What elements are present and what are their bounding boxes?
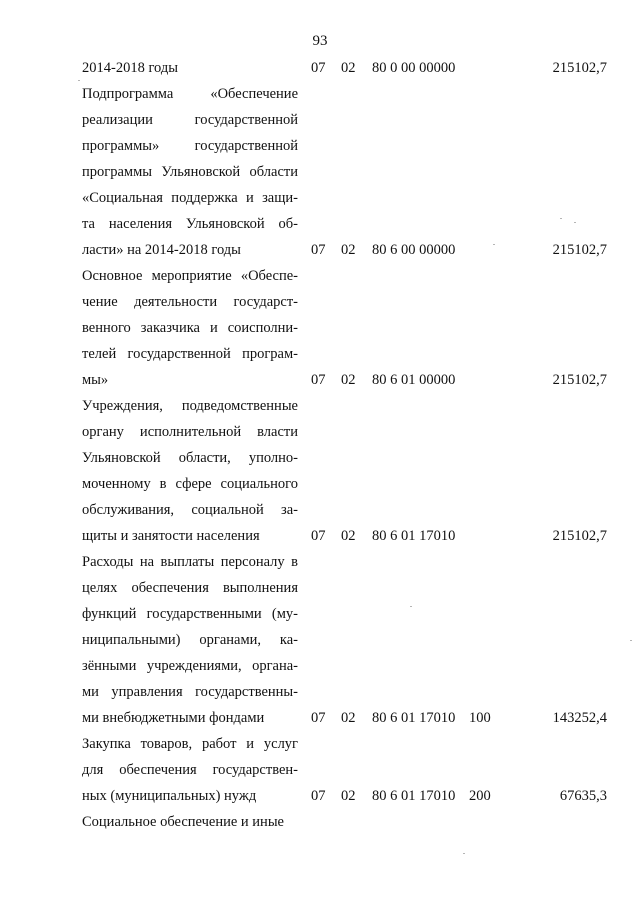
target-article-code: 80 6 01 17010 — [372, 788, 456, 804]
target-article-code: 80 0 00 00000 — [372, 60, 456, 76]
target-article-code: 80 6 01 00000 — [372, 372, 456, 388]
amount: 67635,3 — [559, 788, 607, 804]
description-line: программы Ульяновской области — [82, 164, 298, 180]
amount: 215102,7 — [552, 242, 607, 258]
description-line: Расходы на выплаты персоналу в — [82, 554, 298, 570]
description-line: ми управления государственны- — [82, 684, 298, 700]
table-row — [0, 393, 640, 549]
amount: 215102,7 — [552, 60, 607, 76]
description-line: Учреждения, подведомственные — [82, 398, 298, 414]
description-line: Подпрограмма «Обеспечение — [82, 86, 298, 102]
description-line: та населения Ульяновской об- — [82, 216, 298, 232]
row-description — [82, 263, 298, 393]
subsection-code: 02 — [341, 242, 356, 258]
subsection-code: 02 — [341, 372, 356, 388]
expense-type-code: 100 — [469, 710, 491, 726]
table-row — [0, 809, 640, 835]
description-line: 2014-2018 годы — [82, 60, 178, 76]
target-article-code: 80 6 00 00000 — [372, 242, 456, 258]
scan-speck — [78, 80, 80, 81]
scan-speck — [410, 606, 412, 607]
row-description — [82, 393, 298, 549]
scan-speck — [574, 222, 576, 223]
description-line: щиты и занятости населения — [82, 528, 260, 544]
amount: 215102,7 — [552, 528, 607, 544]
description-line: Основное мероприятие «Обеспе- — [82, 268, 298, 284]
description-line: программы» государственной — [82, 138, 298, 154]
table-row — [0, 549, 640, 731]
section-code: 07 — [311, 242, 326, 258]
description-line: целях обеспечения выполнения — [82, 580, 298, 596]
table-row — [0, 55, 640, 81]
description-line: функций государственными (му- — [82, 606, 298, 622]
table-row — [0, 731, 640, 809]
row-description — [82, 81, 298, 263]
description-line: венного заказчика и соисполни- — [82, 320, 298, 336]
description-line: Социальное обеспечение и иные — [82, 814, 284, 830]
subsection-code: 02 — [341, 60, 356, 76]
description-line: мы» — [82, 372, 109, 388]
expense-type-code: 200 — [469, 788, 491, 804]
subsection-code: 02 — [341, 788, 356, 804]
description-line: зёнными учреждениями, органа- — [82, 658, 298, 674]
description-line: моченному в сфере социального — [82, 476, 298, 492]
row-description — [82, 809, 298, 835]
description-line: ми внебюджетными фондами — [82, 710, 265, 726]
target-article-code: 80 6 01 17010 — [372, 710, 456, 726]
scan-speck — [463, 853, 465, 854]
description-line: ниципальными) органами, ка- — [82, 632, 298, 648]
row-description — [82, 549, 298, 731]
description-line: Ульяновской области, уполно- — [82, 450, 298, 466]
description-line: для обеспечения государствен- — [82, 762, 298, 778]
amount: 143252,4 — [552, 710, 607, 726]
scan-speck — [493, 244, 495, 245]
section-code: 07 — [311, 788, 326, 804]
amount: 215102,7 — [552, 372, 607, 388]
description-line: реализации государственной — [82, 112, 298, 128]
description-line: «Социальная поддержка и защи- — [82, 190, 298, 206]
scan-speck — [560, 218, 562, 219]
section-code: 07 — [311, 528, 326, 544]
table-row — [0, 263, 640, 393]
page-number: 93 — [312, 33, 328, 49]
budget-table — [0, 55, 640, 835]
section-code: 07 — [311, 372, 326, 388]
section-code: 07 — [311, 710, 326, 726]
scan-speck — [630, 640, 632, 641]
subsection-code: 02 — [341, 710, 356, 726]
description-line: Закупка товаров, работ и услуг — [82, 736, 298, 752]
table-row — [0, 81, 640, 263]
description-line: органу исполнительной власти — [82, 424, 298, 440]
row-description — [82, 731, 298, 809]
section-code: 07 — [311, 60, 326, 76]
description-line: чение деятельности государст- — [82, 294, 298, 310]
row-description — [82, 55, 298, 81]
subsection-code: 02 — [341, 528, 356, 544]
description-line: обслуживания, социальной за- — [82, 502, 298, 518]
description-line: телей государственной програм- — [82, 346, 298, 362]
description-line: ных (муниципальных) нужд — [82, 788, 257, 804]
description-line: ласти» на 2014-2018 годы — [82, 242, 241, 258]
target-article-code: 80 6 01 17010 — [372, 528, 456, 544]
